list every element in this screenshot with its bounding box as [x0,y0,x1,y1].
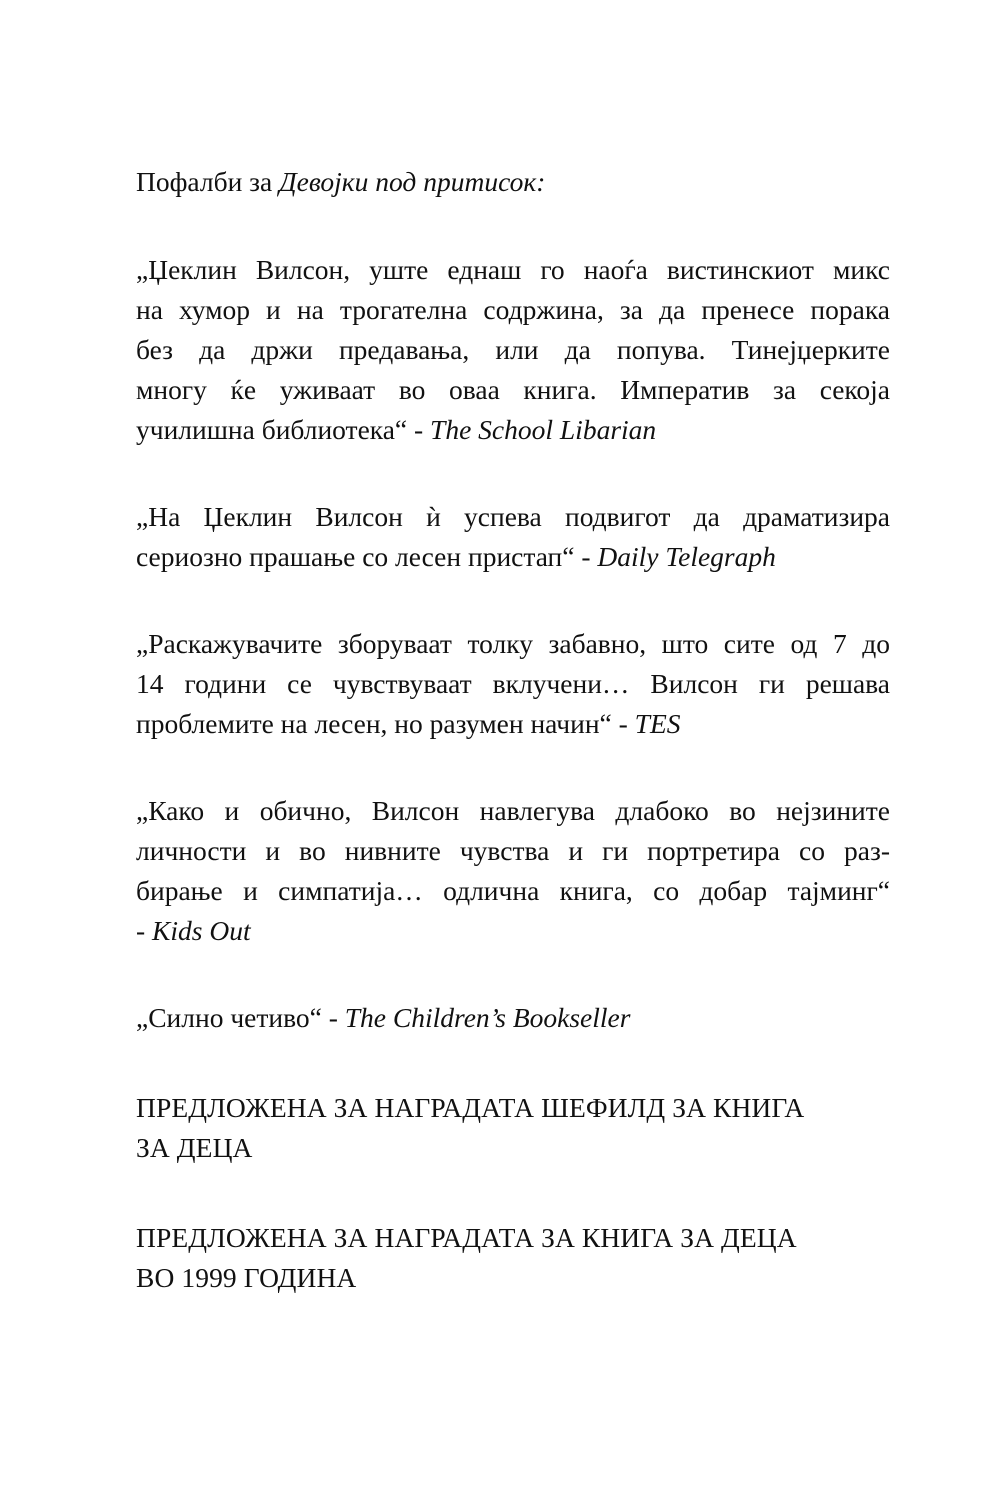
quote-source: The School Libarian [430,414,657,445]
quote-line: „Раскажувачите зборуваат толку забавно, што сите од 7 до [136,628,890,659]
quote-line: 14 години се чувствуваат вклучени… Вилсон ги решава [136,668,890,699]
quote-line: бирање и симпатија… одлична книга, со добар тајминг“ [136,875,890,906]
quote-attribution-line [136,704,890,744]
quote-attribution-line [136,911,890,951]
quote-line: „На Џеклин Вилсон ѝ успева подвигот да драматизира [136,501,890,532]
quote-school-librarian [136,250,890,450]
praise-page-content [136,162,890,1298]
award-line: ПРЕДЛОЖЕНА ЗА НАГРАДАТА ШЕФИЛД ЗА КНИГА [136,1092,805,1123]
quote-line: училишна библиотека“ - [136,414,431,445]
quote-attribution-line [136,537,890,577]
quote-attribution-line [136,410,890,450]
quote-line: без да држи предавања, или да попува. Тинејџерките [136,334,890,365]
award-sheffield [136,1088,890,1168]
quote-line: „Силно четиво“ - [136,1002,345,1033]
page-title-prefix: Пофалби за [136,166,280,197]
book-title: Девојки под притисок: [279,166,546,197]
quote-line: „Џеклин Вилсон, уште еднаш го наоѓа вистинскиот микс [136,254,890,285]
quote-source: The Children’s Bookseller [344,1002,631,1033]
quote-source: Daily Telegraph [597,541,776,572]
page-title [136,162,890,202]
quote-daily-telegraph [136,497,890,577]
quote-source: TES [634,708,681,739]
quote-line: на хумор и на трогателна содржина, за да пренесе порака [136,294,890,325]
award-line: ВО 1999 ГОДИНА [136,1262,357,1293]
quote-line: - [136,915,153,946]
award-1999 [136,1218,890,1298]
award-line: ЗА ДЕЦА [136,1132,253,1163]
quote-line: многу ќе уживаат во оваа книга. Императив за секоја [136,374,890,405]
quote-line: „Како и обично, Вилсон навлегува длабоко во нејзините [136,795,890,826]
quote-tes [136,624,890,744]
quote-line: сериозно прашање со лесен пристап“ - [136,541,598,572]
award-line: ПРЕДЛОЖЕНА ЗА НАГРАДАТА ЗА КНИГА ЗА ДЕЦА [136,1222,797,1253]
quote-source: Kids Out [152,915,251,946]
quote-line: проблемите на лесен, но разумен начин“ - [136,708,635,739]
quote-kids-out [136,791,890,951]
quote-line: личности и во нивните чувства и ги портретира со раз- [136,835,890,866]
quote-childrens-bookseller [136,998,890,1038]
